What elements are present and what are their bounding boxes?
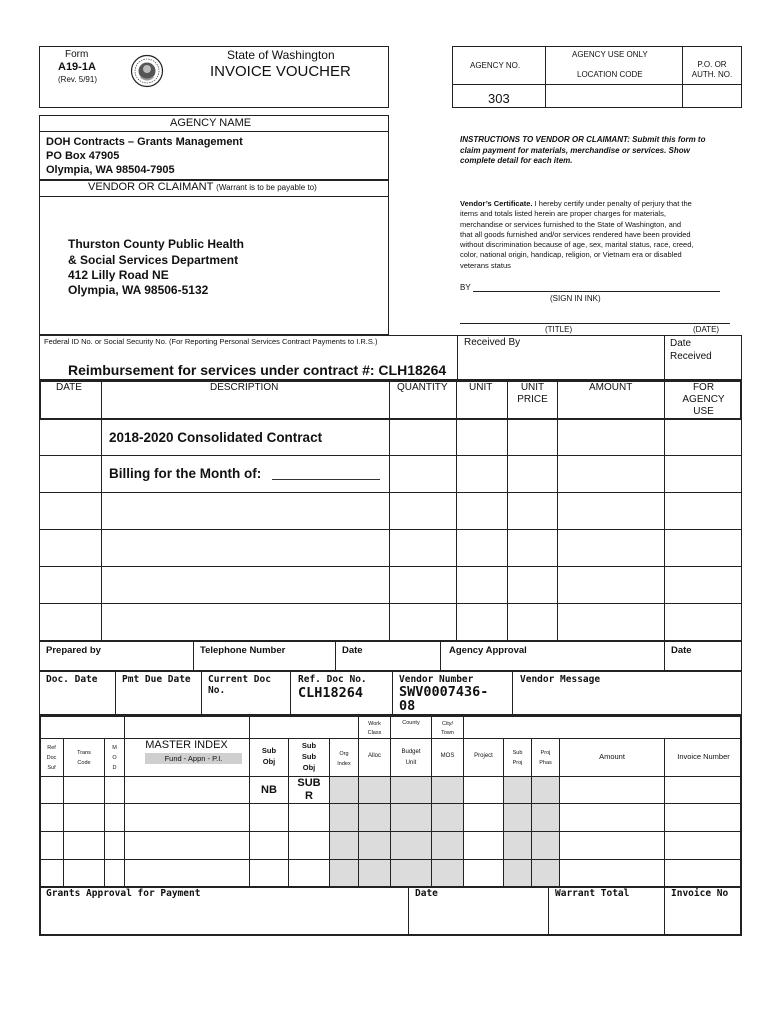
instructions: INSTRUCTIONS TO VENDOR OR CLAIMANT: Submit this form to claim payment for materials, merchandise or services. Show complete detail for each item.: [460, 135, 706, 165]
sub-obj-label: Sub Obj: [261, 746, 277, 766]
master-index-label: MASTER INDEX: [145, 739, 228, 751]
pmt-due-label: Pmt Due Date: [122, 674, 191, 685]
date-label: (DATE): [693, 325, 720, 334]
prepared-by-label: Prepared by: [46, 645, 101, 656]
vendor-message-label: Vendor Message: [520, 674, 601, 685]
vendor-certificate: Vendor’s Certificate. I hereby certify under penalty of perjury that the items and totals listed herein are proper charges for materials, merchandise or services furnished to the State of Washington, and that all goods furnished and/or services rendered have been provided without discrimination because of age, sex, marital status, race, creed, color, national origin, handicap, religion, or Vietnam era or disabled veterans status: [460, 199, 694, 270]
vendor-number-label: Vendor Number: [399, 674, 474, 685]
billing-month-input[interactable]: [272, 466, 380, 480]
agency-use-only: AGENCY USE ONLY: [572, 50, 648, 59]
col-unit-price: UNIT PRICE: [517, 382, 548, 405]
vendor-line1: Thurston County Public Health: [68, 237, 244, 251]
item-description-1: 2018-2020 Consolidated Contract: [109, 430, 323, 445]
budget-unit-label: Budget Unit: [401, 749, 421, 766]
vendor-line4: Olympia, WA 98506-5132: [68, 283, 209, 297]
city-town-label: City/ Town: [441, 721, 454, 736]
agency-no-label: AGENCY NO.: [470, 61, 521, 70]
sign-in-ink: (SIGN IN INK): [550, 294, 601, 303]
agency-no-value: 303: [488, 91, 510, 106]
title-line[interactable]: [460, 323, 730, 324]
nb-value: NB: [261, 784, 277, 796]
ref-doc-suf-label: Ref Doc Suf: [46, 745, 57, 771]
title-label: (TITLE): [545, 325, 573, 334]
form-revision: (Rev. 5/91): [58, 75, 97, 84]
vendor-line3: 412 Lilly Road NE: [68, 268, 169, 282]
mod-label: M O D: [112, 745, 117, 771]
grants-approval-label: Grants Approval for Payment: [46, 888, 201, 899]
agency-name-line2: PO Box 47905: [46, 150, 120, 162]
invoice-number-label: Invoice Number: [677, 752, 730, 761]
form-label: Form: [65, 49, 89, 60]
sub-sub-obj-label: Sub Sub Obj: [301, 741, 317, 772]
sub-proj-label: Sub Proj: [512, 750, 523, 766]
signature-line[interactable]: [473, 291, 720, 292]
vendor-line2: & Social Services Department: [68, 253, 239, 267]
fund-appn-label: Fund - Appn - P.I.: [145, 753, 242, 764]
amount-label: Amount: [599, 752, 625, 761]
project-label: Project: [474, 753, 493, 759]
item-description-2: Billing for the Month of:: [109, 466, 262, 481]
warrant-total-label: Warrant Total: [555, 888, 630, 899]
ref-doc-label: Ref. Doc No.: [298, 674, 367, 685]
footer-date-label: Date: [415, 888, 438, 899]
prepared-date-label: Date: [342, 645, 363, 656]
approval-date-label: Date: [671, 645, 692, 656]
col-date: DATE: [56, 382, 82, 393]
col-amount: AMOUNT: [589, 382, 633, 393]
col-unit: UNIT: [469, 382, 493, 393]
current-doc-label: Current Doc No.: [208, 674, 271, 696]
agency-name-line3: Olympia, WA 98504-7905: [46, 164, 175, 176]
org-index-label: Org Index: [337, 751, 351, 767]
alloc-label: Alloc: [367, 753, 381, 759]
agency-name-label: AGENCY NAME: [170, 117, 252, 129]
page-title: INVOICE VOUCHER: [210, 63, 351, 80]
federal-id-label: Federal ID No. or Social Security No. (For Reporting Personal Services Contract Payments to I.R.S.): [44, 337, 378, 346]
vendor-number-value: SWV0007436- 08: [399, 684, 489, 714]
items-header: [39, 380, 742, 420]
reimbursement-line: Reimbursement for services under contract #: CLH18264: [68, 362, 447, 378]
county-label: County: [402, 720, 420, 726]
mos-label: MOS: [440, 753, 455, 759]
agency-approval-label: Agency Approval: [449, 645, 527, 656]
trans-code-label: Trans Code: [77, 750, 91, 766]
proj-phas-label: Proj Phas: [539, 750, 552, 766]
work-class-label: Work Class: [367, 721, 382, 736]
col-quantity: QUANTITY: [397, 382, 448, 393]
location-code-label: LOCATION CODE: [577, 70, 643, 79]
po-label: P.O. OR AUTH. NO.: [691, 60, 733, 79]
vendor-label: VENDOR OR CLAIMANT (Warrant is to be payable to): [88, 181, 317, 193]
date-received-label: Date Received: [670, 338, 712, 362]
col-agency-use: FOR AGENCY USE: [682, 382, 725, 417]
signature-by: BY: [460, 283, 471, 292]
form-number: A19-1A: [58, 61, 96, 73]
invoice-no-label: Invoice No: [671, 888, 729, 899]
ref-doc-value: CLH18264: [298, 685, 364, 701]
state-seal-icon: [130, 54, 164, 88]
prepared-row: [39, 641, 742, 671]
doc-date-label: Doc. Date: [46, 674, 98, 685]
col-description: DESCRIPTION: [210, 382, 279, 393]
received-by-label: Received By: [464, 337, 521, 348]
subr-value: SUB R: [297, 777, 321, 802]
agency-name-line1: DOH Contracts – Grants Management: [46, 136, 243, 148]
telephone-label: Telephone Number: [200, 645, 286, 656]
state-name: State of Washington: [227, 48, 335, 62]
